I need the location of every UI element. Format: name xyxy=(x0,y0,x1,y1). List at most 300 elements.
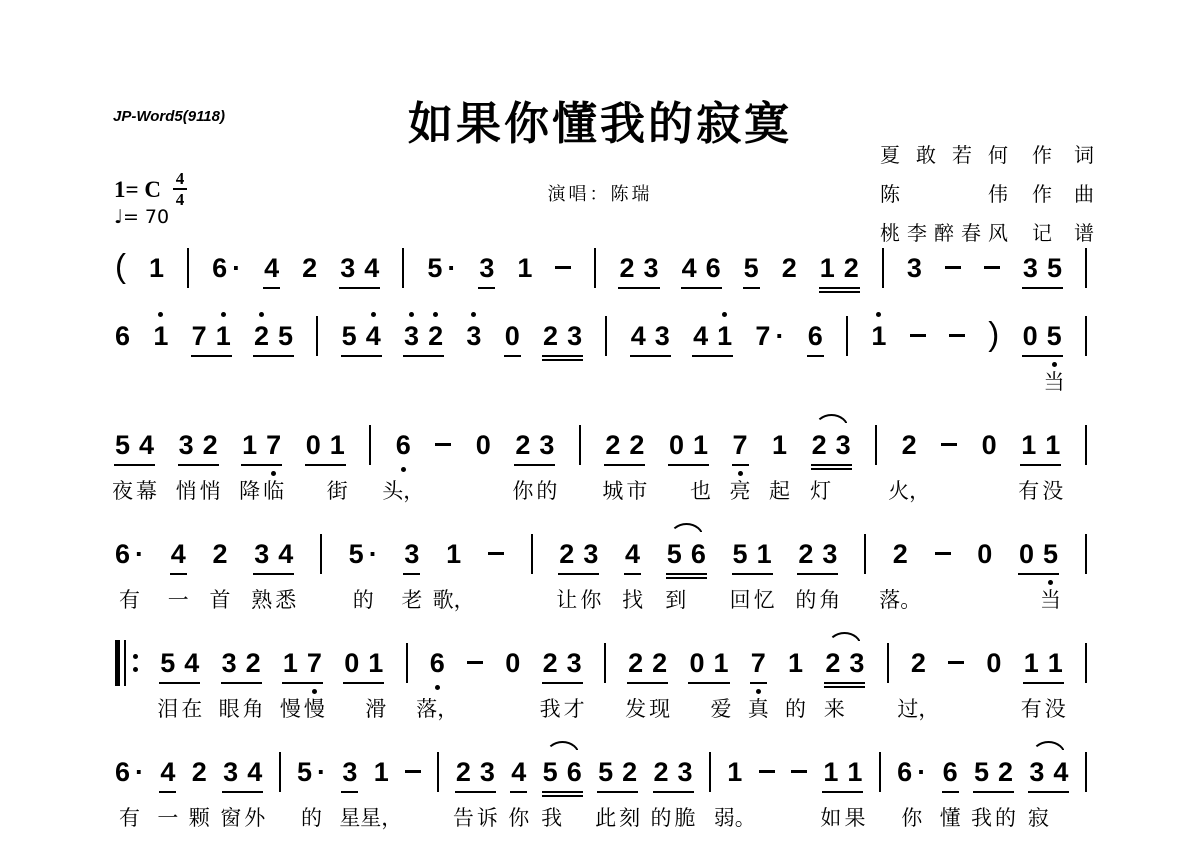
note-digit: 5 xyxy=(1042,539,1059,569)
credit-role xyxy=(1032,178,1094,207)
note xyxy=(543,756,558,788)
note-group xyxy=(1023,252,1062,284)
lyric: 熟 xyxy=(251,588,273,612)
lyric: 没 xyxy=(1044,697,1066,721)
note-group xyxy=(239,429,285,503)
time-signature-top: 4 xyxy=(175,169,185,188)
note-digit: 1 xyxy=(788,648,804,678)
note-digit: 6 xyxy=(690,539,706,569)
note-digit: 2 xyxy=(542,648,558,678)
note xyxy=(340,252,355,284)
octave-dot-above xyxy=(221,312,226,317)
beam-line xyxy=(1028,791,1069,793)
rest-note xyxy=(986,647,1001,679)
beam-line xyxy=(1018,573,1059,575)
note xyxy=(782,252,797,284)
lyric: 老 xyxy=(401,588,423,612)
lyric: 才 xyxy=(563,697,585,721)
lyric: 悉 xyxy=(275,588,297,612)
repeat-dot xyxy=(133,667,138,672)
beam-line xyxy=(681,287,722,289)
tie-arc xyxy=(669,523,704,538)
beam-line xyxy=(732,573,773,575)
note xyxy=(649,647,671,721)
lyric: 降 xyxy=(239,479,261,503)
octave-dot-below xyxy=(401,467,406,472)
note-digit: 4 xyxy=(511,757,527,787)
note-digit: 0 xyxy=(977,539,993,569)
barline xyxy=(320,534,322,574)
rest-note xyxy=(505,647,520,679)
note xyxy=(567,320,582,352)
note-group xyxy=(823,647,865,721)
note-digit: 2 xyxy=(619,253,635,283)
note xyxy=(218,647,240,721)
lyric: 我 xyxy=(970,806,992,830)
note-digit: 1 xyxy=(847,757,863,787)
note xyxy=(844,756,866,830)
lyric: 发 xyxy=(625,697,647,721)
credit-role-char: 词 xyxy=(1074,145,1094,167)
lyric: 角 xyxy=(819,588,841,612)
note-digit: 4 xyxy=(1053,757,1069,787)
key-signature xyxy=(114,169,187,209)
note-digit: 5 xyxy=(278,321,294,351)
beam-line xyxy=(1023,682,1064,684)
note-group xyxy=(682,252,721,284)
note-group xyxy=(795,538,841,612)
rest-note xyxy=(982,429,997,461)
note-digit: 1 xyxy=(368,648,384,678)
beam-line xyxy=(178,464,219,466)
note xyxy=(115,320,130,352)
lyric: 当 xyxy=(1043,370,1065,394)
note xyxy=(239,429,261,503)
lyric: 火， xyxy=(888,479,931,503)
note-digit: 0 xyxy=(305,430,321,460)
note xyxy=(149,252,164,284)
beam-line xyxy=(542,682,583,684)
dash-note xyxy=(435,443,451,446)
beam-line xyxy=(732,464,749,466)
barline xyxy=(1085,752,1087,792)
note xyxy=(625,647,647,721)
note-digit: 1 xyxy=(373,757,389,787)
dash-note xyxy=(984,266,1000,269)
barline xyxy=(709,752,711,792)
lyric: 你 xyxy=(901,806,923,830)
note-digit: 1 xyxy=(153,321,169,351)
credit-name-char: 何 xyxy=(988,145,1008,167)
note xyxy=(567,756,582,788)
barline xyxy=(369,425,371,465)
barline xyxy=(879,752,881,792)
note-digit: 5 xyxy=(348,539,364,569)
note xyxy=(192,320,207,352)
note-group xyxy=(755,320,784,352)
note xyxy=(710,647,732,721)
note-digit: 1 xyxy=(1021,430,1037,460)
credit-row xyxy=(880,139,1094,168)
beam-line xyxy=(542,791,583,793)
lyric: 星 xyxy=(339,806,361,830)
credit-row xyxy=(880,217,1094,246)
beam-line xyxy=(558,573,599,575)
rest-note xyxy=(476,429,491,461)
note xyxy=(747,647,769,721)
note-digit: 3 xyxy=(466,321,482,351)
note-digit: 3 xyxy=(654,321,670,351)
note-group xyxy=(401,538,423,612)
beam-line xyxy=(1022,287,1063,289)
note xyxy=(220,756,242,830)
note xyxy=(382,429,425,503)
note-group xyxy=(539,647,585,721)
note-digit: 1 xyxy=(242,430,258,460)
note xyxy=(1042,429,1064,503)
note-digit: 4 xyxy=(365,321,381,351)
note-digit: 4 xyxy=(364,253,380,283)
note xyxy=(713,756,756,830)
dash-note xyxy=(941,443,957,446)
note xyxy=(844,252,859,284)
note xyxy=(753,538,775,612)
note-digit: 7 xyxy=(732,430,748,460)
note xyxy=(691,538,706,570)
credit-row xyxy=(880,178,1094,207)
note xyxy=(1029,756,1044,788)
note xyxy=(115,538,145,612)
credit-name-char: 醉 xyxy=(934,223,954,245)
credit-name-char: 春 xyxy=(961,223,981,245)
note-group xyxy=(517,252,532,284)
note-group xyxy=(404,320,443,352)
note-digit: 4 xyxy=(184,648,200,678)
note-digit: 3 xyxy=(1022,253,1038,283)
note xyxy=(825,647,840,679)
note-digit: 3 xyxy=(479,253,495,283)
note-digit: 7 xyxy=(755,321,771,351)
lyric: 星， xyxy=(360,806,403,830)
lyric: 街 xyxy=(326,479,348,503)
note-digit: 2 xyxy=(428,321,444,351)
beam-line xyxy=(455,791,496,793)
note-digit: 3 xyxy=(340,253,356,283)
lyric: 找 xyxy=(622,588,644,612)
note-digit: 2 xyxy=(843,253,859,283)
note-digit: 0 xyxy=(986,648,1002,678)
note xyxy=(1043,320,1065,394)
beam-line xyxy=(688,682,729,684)
note xyxy=(216,320,231,352)
note-group xyxy=(782,252,797,284)
note xyxy=(820,252,835,284)
tie-arc xyxy=(827,632,862,647)
note xyxy=(836,429,851,461)
beam-line xyxy=(341,355,382,357)
note-digit: 1 xyxy=(517,253,533,283)
note-digit: 2 xyxy=(212,539,228,569)
note-group xyxy=(342,320,381,352)
credit-name xyxy=(880,178,1008,207)
note-group xyxy=(348,538,378,612)
beam-line xyxy=(811,464,852,466)
note-digit: 5 xyxy=(542,757,558,787)
augmentation-dot: · xyxy=(917,757,927,787)
note-group xyxy=(360,756,403,830)
note xyxy=(1040,538,1061,612)
note xyxy=(401,538,423,612)
lyric: 夜 xyxy=(112,479,134,503)
barline xyxy=(531,534,533,574)
parenthesis: ) xyxy=(988,315,1000,352)
performer-line: 演唱：陈瑞 xyxy=(547,184,653,204)
note-group xyxy=(744,252,759,284)
note-digit: 6 xyxy=(115,539,131,569)
lyric: 外 xyxy=(244,806,266,830)
note xyxy=(674,756,696,830)
beam-line xyxy=(822,791,863,793)
beam-line xyxy=(743,287,760,289)
lyric: 忆 xyxy=(753,588,775,612)
note-digit: 7 xyxy=(266,430,282,460)
note xyxy=(808,320,823,352)
beam-line xyxy=(618,287,659,289)
lyric: 我 xyxy=(541,806,563,830)
note xyxy=(360,756,403,830)
note-group xyxy=(188,756,210,830)
tempo-value: = 70 xyxy=(122,206,170,228)
octave-dot-below xyxy=(435,685,440,690)
note xyxy=(251,538,273,612)
note xyxy=(939,756,961,830)
note-group xyxy=(175,429,221,503)
note-digit: 5 xyxy=(427,253,443,283)
barline xyxy=(316,316,318,356)
credits-block xyxy=(880,139,1094,246)
note xyxy=(812,429,827,461)
beam-line xyxy=(1020,464,1061,466)
lyric: 懂 xyxy=(939,806,961,830)
augmentation-dot: · xyxy=(447,253,457,283)
dash-note xyxy=(791,770,807,773)
tie-arc xyxy=(1031,741,1066,756)
note-digit: 2 xyxy=(781,253,797,283)
note xyxy=(115,756,145,830)
note-digit: 3 xyxy=(178,430,194,460)
note-digit: 7 xyxy=(191,321,207,351)
barline xyxy=(864,534,866,574)
note xyxy=(1044,647,1066,721)
note xyxy=(871,320,886,352)
note-digit: 1 xyxy=(692,430,708,460)
lyric: 慢 xyxy=(303,697,325,721)
lyric: 现 xyxy=(649,697,671,721)
note-digit: 1 xyxy=(727,757,743,787)
note xyxy=(339,756,361,830)
note xyxy=(167,538,189,612)
note-group xyxy=(713,756,756,830)
note xyxy=(279,647,301,721)
lyric: 的 xyxy=(795,588,817,612)
lyric: 一 xyxy=(167,588,189,612)
note xyxy=(655,320,670,352)
augmentation-dot: · xyxy=(232,253,242,283)
barline xyxy=(887,643,889,683)
beam-line xyxy=(504,355,521,357)
octave-dot-above xyxy=(259,312,264,317)
note-group xyxy=(970,756,1016,830)
beam-line xyxy=(253,573,294,575)
note xyxy=(452,756,474,830)
note-digit: 0 xyxy=(504,321,520,351)
lyric: 刻 xyxy=(619,806,641,830)
note-digit: 2 xyxy=(605,430,621,460)
note xyxy=(181,647,203,721)
note-group xyxy=(897,647,940,721)
note xyxy=(819,538,841,612)
note-digit: 1 xyxy=(819,253,835,283)
note-group xyxy=(476,429,491,461)
beam-line xyxy=(627,682,668,684)
credit-role-char: 作 xyxy=(1032,145,1052,167)
note-group xyxy=(982,429,997,461)
note xyxy=(416,647,459,721)
credit-name-char: 夏 xyxy=(880,145,900,167)
beam-line xyxy=(630,355,671,357)
note xyxy=(342,320,357,352)
lyric: 真 xyxy=(747,697,769,721)
note-digit: 5 xyxy=(296,757,312,787)
lyric: 爱 xyxy=(710,697,732,721)
note-digit: 2 xyxy=(652,648,668,678)
note xyxy=(428,320,443,352)
augmentation-dot: · xyxy=(135,757,145,787)
barline xyxy=(402,248,404,288)
note-digit: 2 xyxy=(559,539,575,569)
note xyxy=(348,538,378,612)
note-digit: 1 xyxy=(446,539,462,569)
note-digit: 2 xyxy=(245,648,261,678)
beam-line xyxy=(510,791,527,793)
barline xyxy=(437,752,439,792)
note-group xyxy=(820,756,866,830)
beam-line xyxy=(807,355,824,357)
barline xyxy=(605,316,607,356)
note-group xyxy=(153,320,168,352)
note-group xyxy=(296,756,326,830)
dash-note xyxy=(555,266,571,269)
note xyxy=(242,647,264,721)
lyric: 有 xyxy=(1020,697,1042,721)
note-digit: 2 xyxy=(202,430,218,460)
note-group xyxy=(192,320,231,352)
note-digit: 2 xyxy=(901,430,917,460)
lyric: 此 xyxy=(595,806,617,830)
credit-role-char: 作 xyxy=(1032,184,1052,206)
beam-line xyxy=(253,355,294,357)
note-group xyxy=(897,756,927,830)
note-group xyxy=(650,756,696,830)
rest-note xyxy=(669,429,684,461)
score-line-6 xyxy=(115,756,1087,830)
note xyxy=(1023,252,1038,284)
note xyxy=(303,647,325,721)
note xyxy=(755,320,784,352)
lyric: 弱。 xyxy=(713,806,756,830)
note xyxy=(275,538,297,612)
note-group xyxy=(595,756,641,830)
note-group xyxy=(625,647,671,721)
lyric: 颗 xyxy=(188,806,210,830)
lyric: 起 xyxy=(769,479,791,503)
note-digit: 6 xyxy=(897,757,913,787)
dash-note xyxy=(759,770,775,773)
note xyxy=(667,538,682,570)
note-digit: 3 xyxy=(479,757,495,787)
note xyxy=(717,320,732,352)
note xyxy=(1020,647,1042,721)
note-digit: 2 xyxy=(892,539,908,569)
beam-line xyxy=(263,287,280,289)
note-digit: 3 xyxy=(254,539,270,569)
note-digit: 4 xyxy=(247,757,263,787)
note-digit: 4 xyxy=(681,253,697,283)
lyric: 的 xyxy=(785,697,807,721)
beam-line xyxy=(514,464,555,466)
note-group xyxy=(279,647,325,721)
note-group xyxy=(115,538,145,612)
note-digit: 2 xyxy=(515,430,531,460)
note-digit: 5 xyxy=(160,648,176,678)
note-digit: 3 xyxy=(221,648,237,678)
note xyxy=(479,252,494,284)
beam-line xyxy=(191,355,232,357)
note xyxy=(296,756,326,830)
note-digit: 2 xyxy=(798,539,814,569)
augmentation-dot: · xyxy=(775,321,785,351)
credit-name-char: 若 xyxy=(952,145,972,167)
note-group xyxy=(693,320,732,352)
note-digit: 0 xyxy=(689,648,705,678)
note xyxy=(619,756,641,830)
note-group xyxy=(631,320,670,352)
repeat-thick-bar xyxy=(115,640,120,686)
note xyxy=(689,429,711,503)
note-digit: 3 xyxy=(583,539,599,569)
note-digit: 3 xyxy=(342,757,358,787)
lyric: 灯 xyxy=(810,479,832,503)
barline xyxy=(579,425,581,465)
note-digit: 6 xyxy=(212,253,228,283)
lyric: 到 xyxy=(665,588,687,612)
note xyxy=(556,538,578,612)
note-group xyxy=(602,429,648,503)
lyric: 落。 xyxy=(879,588,922,612)
beam-line xyxy=(542,795,583,797)
score-line-5 xyxy=(115,647,1087,721)
lyric: 的 xyxy=(352,588,374,612)
note-group xyxy=(382,429,425,503)
note xyxy=(1018,429,1040,503)
note xyxy=(209,538,231,612)
note-group xyxy=(149,252,164,284)
rest-note xyxy=(977,538,992,570)
score-line-4 xyxy=(115,538,1087,612)
note xyxy=(1047,252,1062,284)
lyric: 幕 xyxy=(136,479,158,503)
beam-line xyxy=(653,791,694,793)
